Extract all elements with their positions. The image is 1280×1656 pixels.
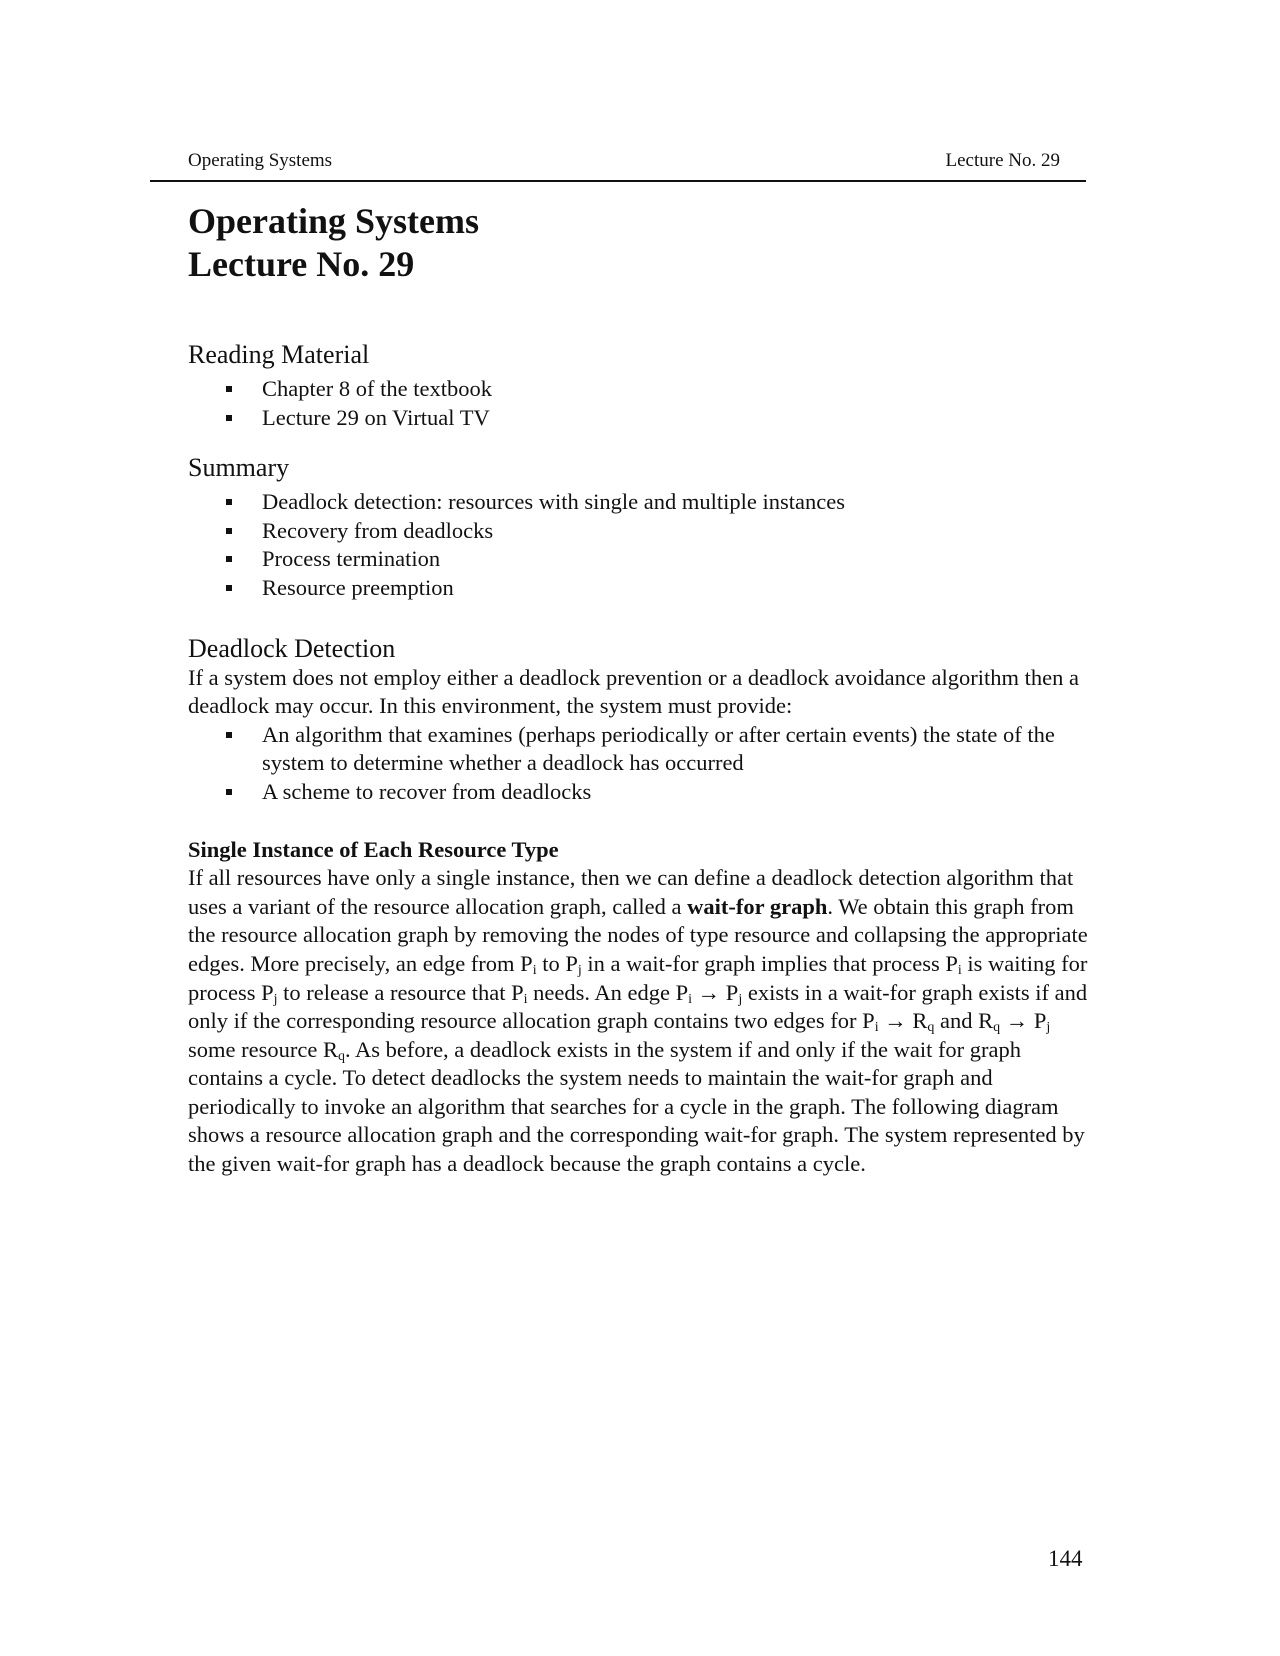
list-item: A scheme to recover from deadlocks: [188, 778, 1088, 807]
title-line-1: Operating Systems: [188, 201, 479, 241]
reading-material-heading: Reading Material: [188, 340, 370, 369]
list-item: Resource preemption: [188, 574, 1088, 603]
single-instance-paragraph: If all resources have only a single instance, then we can define a deadlock detection algorithm that uses a variant of the resource allocation graph, called a wait-for graph. We obtain this graph from the resource allocation graph by removing the nodes of type resource and collapsing the appropriate edges. More precisely, an edge from $P_i$ to $P_j$ in a wait-for graph implies that process $P_i$ is waiting for process $P_j$ to release a resource that $P_i$ needs. An edge $P_i \to P_j$ exists in a wait-for graph exists if and only if the corresponding resource allocation graph contains two edges for $P_i \to R_q$ and $R_q \to P_j$ some resource $R_q$. As before, a deadlock exists in the system if and only if the wait for graph contains a cycle. To detect deadlocks the system needs to maintain the wait-for graph and periodically to invoke an algorithm that searches for a cycle in the graph. The following diagram shows a resource allocation graph and the corresponding wait-for graph. The system represented by the given wait-for graph has a deadlock because the graph contains a cycle.: [188, 865, 1088, 1177]
summary-heading: Summary: [188, 453, 290, 483]
header-course-title: Operating Systems: [188, 150, 333, 171]
list-item: Process termination: [188, 545, 1088, 574]
page-content: [188, 200, 1088, 1179]
page-title: [188, 200, 1088, 286]
single-instance-heading: Single Instance of Each Resource Type: [188, 836, 559, 862]
list-item: Chapter 8 of the textbook: [188, 375, 1088, 404]
list-item: Recovery from deadlocks: [188, 517, 1088, 546]
running-header: [150, 146, 1086, 182]
page-number: 144: [1048, 1546, 1083, 1571]
reading-material-list: [188, 375, 1088, 432]
wait-for-graph-term: wait-for graph: [687, 893, 828, 919]
title-line-2: Lecture No. 29: [188, 244, 415, 284]
header-lecture-number: Lecture No. 29: [945, 150, 1060, 171]
detection-requirements-list: [188, 721, 1088, 807]
summary-list: [188, 488, 1088, 602]
list-item: Deadlock detection: resources with single and multiple instances: [188, 488, 1088, 517]
list-item: An algorithm that examines (perhaps periodically or after certain events) the state of the system to determine whether a deadlock has occurred: [188, 721, 1088, 778]
deadlock-detection-heading: Deadlock Detection: [188, 633, 396, 663]
deadlock-detection-intro: If a system does not employ either a deadlock prevention or a deadlock avoidance algorithm then a deadlock may occur. In this environment, the system must provide:: [188, 664, 1079, 719]
list-item: Lecture 29 on Virtual TV: [188, 404, 1088, 433]
